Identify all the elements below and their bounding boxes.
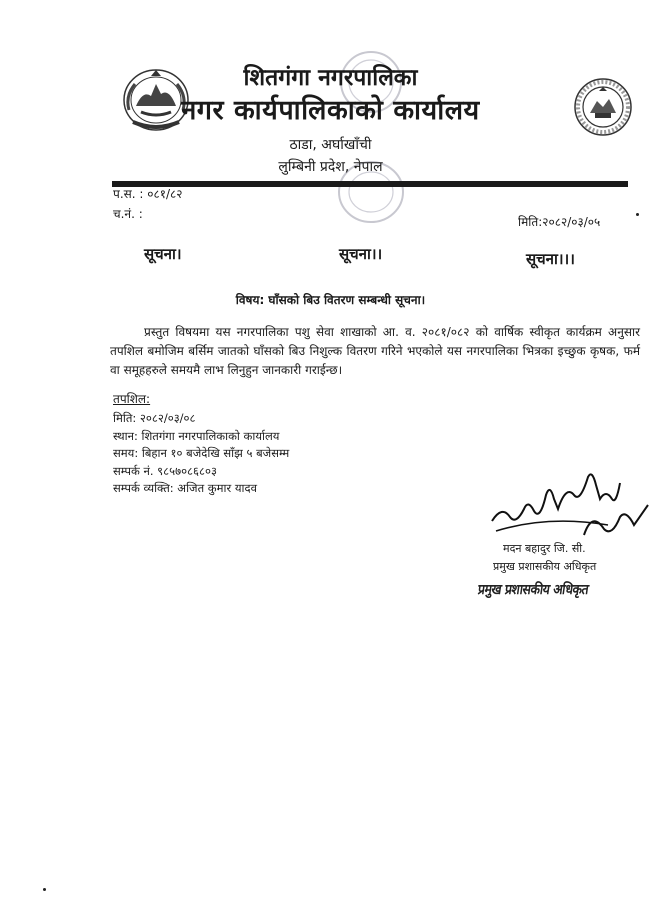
details-contact-person: सम्पर्क व्यक्ति: अजित कुमार यादव [113, 481, 257, 495]
signatory-title: प्रमुख प्रशासकीय अधिकृत [493, 560, 597, 573]
office-name: नगर कार्यपालिकाको कार्यालय [181, 95, 480, 126]
municipality-name: शितगंगा नगरपालिका [243, 65, 418, 91]
notice-body: प्रस्तुत विषयमा यस नगरपालिका पशु सेवा शाखाको आ. व. २०८१/०८२ को वार्षिक स्वीकृत कार्यक्रम अनुसार तपशिल बमोजिम बर्सिम जातको घाँसको बिउ निशुल्क वितरण गरिने भएकोले यस नगरपालिका भित्रका इच्छुक कृषक, फर्म वा समूहहरुले समयमै लाभ लिनुहुन जानकारी गराईन्छ। [110, 325, 640, 377]
signatory-name: मदन बहादुर जि. सी. [503, 542, 586, 555]
address-line-1: ठाडा, अर्घाखाँची [289, 137, 372, 153]
notice-heading-2: सूचना।। [339, 245, 383, 263]
notice-subject: विषय: घाँसको बिउ वितरण सम्बन्धी सूचना। [235, 293, 426, 307]
letter-date: मिति:२०८२/०३/०५ [518, 215, 601, 229]
details-list [113, 410, 289, 498]
details-time: समय: बिहान १० बजेदेखि साँझ ५ बजेसम्म [113, 446, 290, 460]
signatory-stamp-title: प्रमुख प्रशासकीय अधिकृत [476, 582, 590, 598]
address-line-2: लुम्बिनी प्रदेश, नेपाल [278, 159, 383, 175]
dispatch-number: च.नं. : [113, 207, 143, 221]
scan-speck [43, 888, 46, 891]
handwritten-signature [488, 465, 658, 545]
notice-heading-1: सूचना। [144, 245, 182, 263]
header-rule [112, 181, 628, 187]
scan-speck [636, 213, 639, 216]
notice-heading-3: सूचना।।। [526, 250, 575, 268]
details-heading: तपशिल: [113, 392, 151, 406]
letter-number: प.स. : ०८१/८२ [113, 187, 183, 201]
details-date: मिति: २०८२/०३/०८ [113, 411, 196, 425]
details-contact-number: सम्पर्क नं. ९८५७०८६८०३ [113, 463, 217, 478]
details-location: स्थान: शितगंगा नगरपालिकाको कार्यालय [113, 428, 280, 443]
